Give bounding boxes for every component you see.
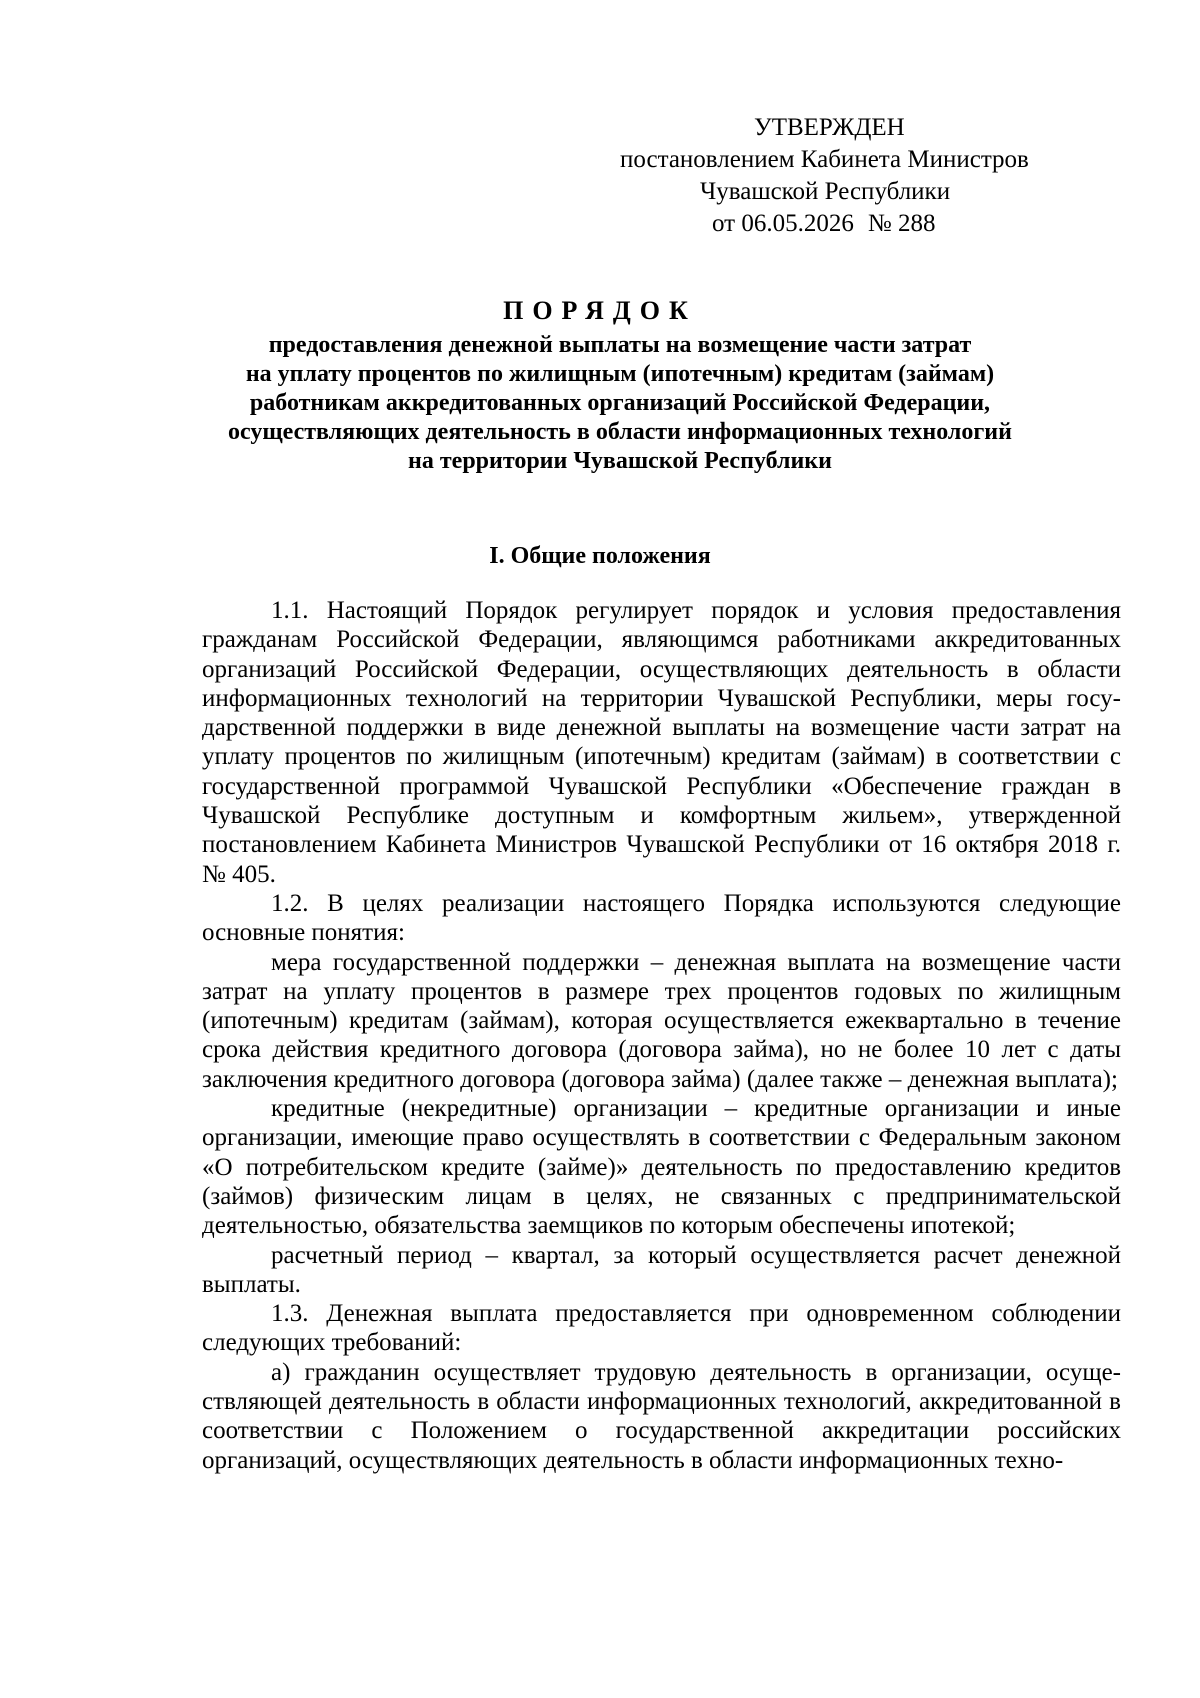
approval-date: от 06.05.2026 [712, 210, 854, 237]
definition-billing-period: расчетный период – квартал, за который осуществляется расчет денежной выплаты. [202, 1241, 1121, 1298]
subtitle-line: на уплату процентов по жилищным (ипотечным) кредитам (займам) [245, 361, 995, 387]
subtitle-line: на территории Чувашской Республики [408, 448, 832, 474]
document-title: ПОРЯДОК [503, 296, 697, 325]
paragraph-1-1: 1.1. Настоящий Порядок регулирует порядок и условия предоставления гражданам Российской Федерации, являющимся работниками аккредитованных организаций Российской Федерации, осуществляющих деятельность в области информационных технологий на территории Чувашской Республики, меры государственной поддержки в виде денежной выплаты на возмещение части затрат на уплату процентов по жилищным (ипотечным) кредитам (займам) в соответствии с государственной программой Чувашской Республики «Обеспечение граждан в Чувашской Республике доступным и комфортным жильем», утвержденной постановлением Кабинета Министров Чувашской Республики от 16 октября 2018 г. № 405. [202, 597, 1121, 888]
approval-region: Чувашской Республики [700, 178, 951, 205]
subtitle-line: предоставления денежной выплаты на возмещение части затрат [268, 332, 972, 358]
approval-number: № 288 [867, 210, 936, 237]
document-subtitle [200, 331, 1040, 476]
section-heading: I. Общие положения [489, 543, 711, 569]
approval-block [620, 112, 1140, 240]
subtitle-line: работникам аккредитованных организаций Российской Федерации, [249, 390, 991, 416]
document-body [202, 596, 1121, 1475]
paragraph-1-3-a: а) гражданин осуществляет трудовую деятельность в организации, осуществляющей деятельность в области информационных технологий, аккредитованной в соответствии с Положением о государственной аккредитации российских организаций, осуществляющих деятельность в области информационных техно- [202, 1358, 1121, 1474]
definition-support-measure: мера государственной поддержки – денежная выплата на возмещение части затрат на уплату процентов в размере трех процентов годовых по жилищным (ипотечным) кредитам (займам), которая осуществляется ежеквартально в течение срока действия кредитного договора (договора займа), но не более 10 лет с даты заключения кредитного договора (договора займа) (далее также – денежная выплата); [202, 948, 1121, 1093]
definition-credit-organizations: кредитные (некредитные) организации – кредитные организации и иные организации, имеющие право осуществлять в соответствии с Федеральным законом «О потребительском кредите (займе)» деятельность по предоставлению кредитов (займов) физическим лицам в целях, не связанных с предпринимательской деятельностью, обязательства заемщиков по которым обеспечены ипотекой; [202, 1095, 1121, 1240]
paragraph-1-3: 1.3. Денежная выплата предоставляется при одновременном соблюдении следующих требований: [202, 1300, 1121, 1357]
approval-status: УТВЕРЖДЕН [754, 114, 905, 141]
paragraph-1-2: 1.2. В целях реализации настоящего Порядка используются следующие основные понятия: [202, 889, 1121, 947]
approval-authority: постановлением Кабинета Министров [620, 146, 1029, 173]
approval-date-line [620, 208, 1140, 240]
subtitle-line: осуществляющих деятельность в области информационных технологий [228, 419, 1012, 445]
